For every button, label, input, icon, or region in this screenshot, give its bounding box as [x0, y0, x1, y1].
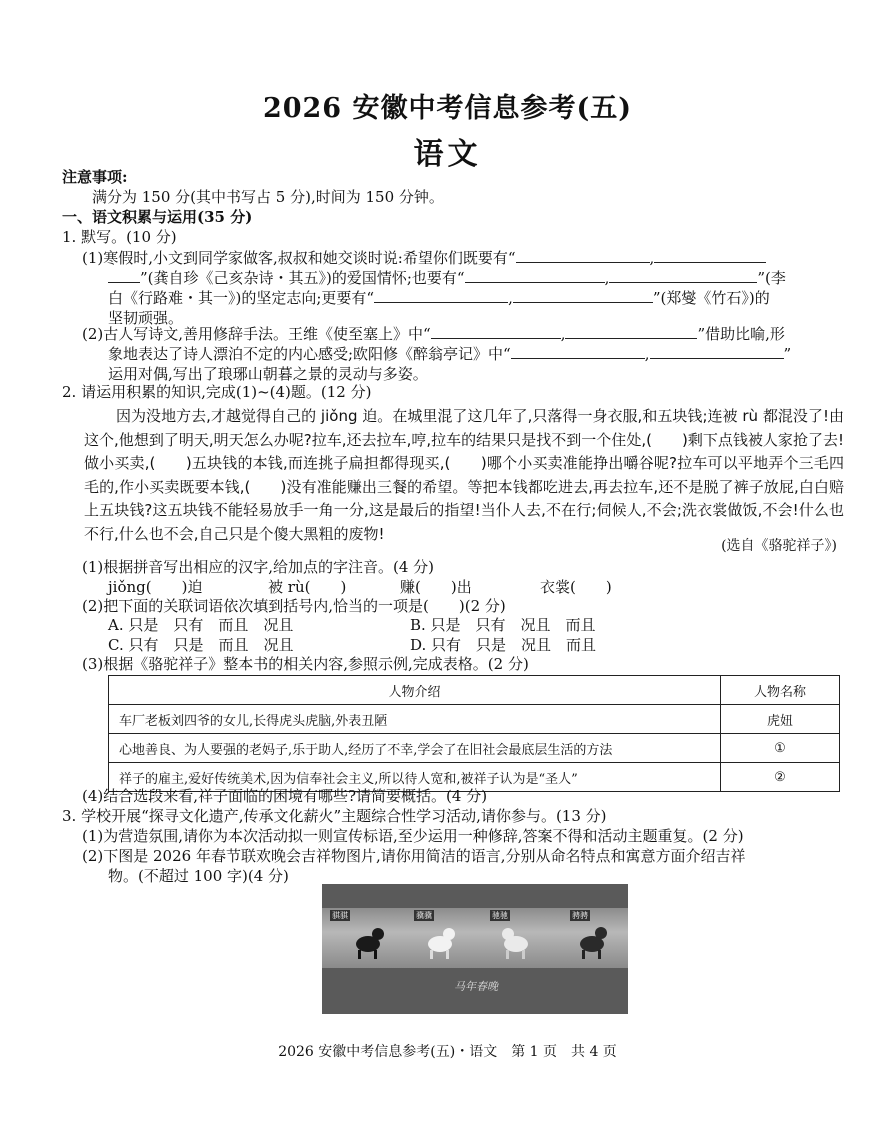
horse-mascot-icon	[350, 924, 388, 960]
q1-label: 1. 默写。(10 分)	[62, 228, 177, 246]
option-b: B. 只是 只有 况且 而且	[410, 616, 596, 634]
q1-part2-line1: (2)古人写诗文,善用修辞手法。王维《使至塞上》中“ , ”借助比喻,形	[82, 325, 785, 343]
table-cell: ②	[721, 763, 840, 792]
q1-part1-line1: (1)寒假时,小文到同学家做客,叔叔和她交谈时说:希望你们既要有“ ,	[82, 248, 766, 268]
table-cell: 祥子的雇主,爱好传统美术,因为信奉社会主义,所以待人宽和,被祥子认为是“圣人”	[109, 763, 721, 792]
q1-part1-line4: 坚韧顽强。	[108, 309, 184, 327]
q2-passage: 因为没地方去,才越觉得自己的 jiǒng 迫。在城里混了这几年了,只落得一身衣服,和五块钱;连被 rù 都混没了!由这个,他想到了明天,明天怎么办呢?拉车,还去拉车,哼,拉车的结果只是找不到一个住处,( )剩下点钱被人家抢了去!做小买卖,( )五块钱的本钱,而连挑子扁担都得现买,( )哪个小买卖准能挣出嚼谷呢?拉车可以平地弄个三毛四毛的,作小买卖既要本钱,( )没有准能赚出三餐的希望。等把本钱都吃进去,再去拉车,还不是脱了裤子放屁,白白赔上五块钱?这五块钱不能轻易放手一角一分,这是最后的指望!当仆人去,不在行;伺候人,不会;洗衣裳做饭,不会!什么也不行,什么也不会,自己只是个傻大黑粗的废物!	[84, 407, 844, 543]
mascot-label: 骋骋	[572, 911, 588, 920]
q2-sub1-item: jiǒng( )迫	[108, 578, 203, 596]
q2-sub4-label: (4)结合选段来看,祥子面临的困境有哪些?请简要概括。(4 分)	[82, 787, 488, 805]
table-header-row	[109, 676, 840, 705]
option-c: C. 只有 只是 而且 况且	[108, 636, 294, 654]
table-cell: 心地善良、为人要强的老妈子,乐于助人,经历了不幸,学会了在旧社会最底层生活的方法	[109, 734, 721, 763]
notice-heading: 注意事项:	[62, 168, 128, 186]
option-a: A. 只是 只有 而且 况且	[108, 616, 294, 634]
table-cell: 车厂老板刘四爷的女儿,长得虎头虎脑,外表丑陋	[109, 705, 721, 734]
q3-label: 3. 学校开展“探寻文化遗产,传承文化薪火”主题综合性学习活动,请你参与。(13 分)	[62, 807, 607, 825]
q2-label: 2. 请运用积累的知识,完成(1)~(4)题。(12 分)	[62, 383, 372, 401]
q2-sub1-item: 被 rù( )	[268, 578, 347, 596]
q2-source: (选自《骆驼祥子》)	[721, 538, 837, 554]
exam-title: 2026 安徽中考信息参考(五)	[262, 93, 633, 124]
table-row	[109, 734, 840, 763]
option-d: D. 只有 只是 况且 而且	[410, 636, 597, 654]
horse-mascot-icon	[574, 924, 612, 960]
mascot-image	[322, 884, 628, 1014]
q2-sub3-label: (3)根据《骆驼祥子》整本书的相关内容,参照示例,完成表格。(2 分)	[82, 655, 529, 673]
table-cell: ①	[721, 734, 840, 763]
horse-mascot-icon	[422, 924, 460, 960]
mascot-label: 驰驰	[492, 911, 508, 920]
q1-part2-line3: 运用对偶,写出了琅琊山朝暮之景的灵动与多姿。	[108, 365, 428, 383]
mascot-label: 骥骥	[416, 911, 432, 920]
section-heading: 一、语文积累与运用(35 分)	[62, 208, 253, 226]
q2-sub2-label: (2)把下面的关联词语依次填到括号内,恰当的一项是( )(2 分)	[82, 597, 506, 615]
character-table	[108, 675, 840, 792]
subject-title: 语文	[413, 137, 482, 172]
table-header: 人物名称	[721, 676, 840, 705]
q2-sub1-item: 衣裳( )	[540, 578, 612, 596]
q2-sub1-item: 赚( )出	[400, 578, 472, 596]
q3-sub2-line2: 物。(不超过 100 字)(4 分)	[108, 867, 289, 885]
q1-part2-line2: 象地表达了诗人漂泊不定的内心感受;欧阳修《醉翁亭记》中“ , ”	[108, 345, 792, 363]
q3-sub2-line1: (2)下图是 2026 年春节联欢晚会吉祥物图片,请你用简洁的语言,分别从命名特点和寓意方面介绍吉祥	[82, 847, 746, 865]
horse-mascot-icon	[498, 924, 536, 960]
gala-logo: 马年春晚	[454, 980, 498, 993]
notice-body: 满分为 150 分(其中书写占 5 分),时间为 150 分钟。	[92, 188, 444, 206]
page-footer: 2026 安徽中考信息参考(五)・语文 第 1 页 共 4 页	[278, 1044, 617, 1060]
mascot-label: 骐骐	[332, 911, 348, 920]
q2-sub1-label: (1)根据拼音写出相应的汉字,给加点的字注音。(4 分)	[82, 558, 435, 576]
table-row	[109, 705, 840, 734]
q1-part1-line2: ”(龚自珍《己亥杂诗・其五》)的爱国情怀;也要有“ , ”(李	[108, 268, 786, 288]
q1-part1-line3: 白《行路难・其一》)的坚定志向;更要有“ , ”(郑燮《竹石》)的	[108, 289, 770, 307]
table-header: 人物介绍	[109, 676, 721, 705]
table-cell: 虎妞	[721, 705, 840, 734]
q3-sub1: (1)为营造氛围,请你为本次活动拟一则宣传标语,至少运用一种修辞,答案不得和活动主题重复。(2 分)	[82, 827, 744, 845]
